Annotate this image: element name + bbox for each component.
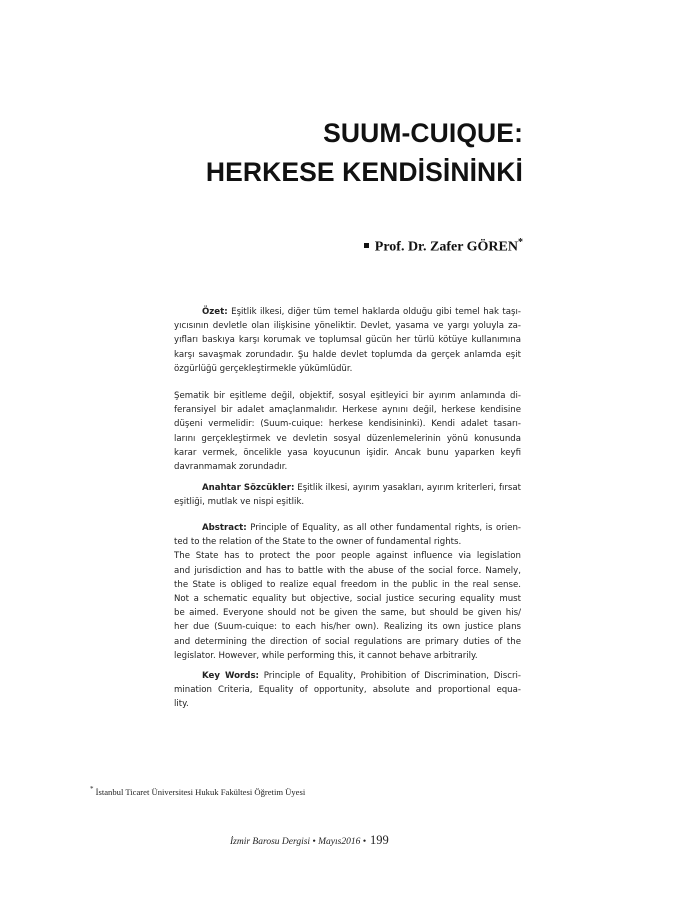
abstract-line: Abstract: Principle of Equality, as all other fundamental rights, is orien- — [202, 523, 521, 533]
ozet-line: karşı savaşmak zorundadır. Şu halde devlet toplumda da gerçek anlamda eşit — [174, 349, 521, 360]
footnote — [90, 785, 305, 797]
ozet-line: düşeni vermelidir: (Suum-cuique: herkese kendisininki). Kendi adalet tasarı- — [174, 419, 521, 430]
anahtar-line: eşitliği, mutlak ve nispi eşitlik. — [174, 497, 305, 508]
author-name: Prof. Dr. Zafer GÖREN — [374, 239, 518, 255]
ozet-line: Özet: Eşitlik ilkesi, diğer tüm temel haklarda olduğu gibi temel hak taşı- — [202, 307, 521, 317]
footnote-mark: * — [90, 785, 94, 793]
author-byline — [364, 237, 523, 256]
ozet-line: yıfları baskıya karşı korumak ve toplumsal gücün her türlü kötüye kullanımına — [174, 335, 521, 346]
keywords-paragraph — [174, 669, 521, 712]
anahtar-line: Anahtar Sözcükler: Eşitlik ilkesi, ayırım yasakları, ayırım kriterleri, fırsat — [202, 483, 521, 493]
ozet-line: karar vermek, öncelikle yasa koyucunun işidir. Ancak bunu yaparken keyfi — [174, 447, 521, 458]
anahtar-sozcukler-paragraph — [174, 481, 521, 509]
anahtar-label: Anahtar Sözcükler: — [202, 483, 295, 493]
abstract-line: legislator. However, while performing this, it cannot behave arbitrarily. — [174, 650, 478, 661]
abstract-line: the State is obliged to realize equal freedom in the public in the real sense. — [174, 579, 521, 590]
article-title-line-1: SUUM-CUIQUE: — [323, 118, 523, 148]
author-footnote-mark: * — [518, 237, 523, 248]
abstract-paragraph — [174, 521, 521, 663]
square-bullet-icon — [364, 243, 369, 248]
keywords-label: Key Words: — [202, 671, 259, 681]
ozet-line: özgürlüğü gerçekleştirmekle yükümlüdür. — [174, 363, 353, 374]
ozet-line: feransiyel bir adalet amaçlanmalıdır. Herkese aynını değil, herkese kendisine — [174, 405, 521, 416]
ozet-label: Özet: — [202, 307, 228, 317]
journal-name: İzmir Barosu Dergisi • Mayıs2016 • — [230, 837, 367, 847]
footnote-text: İstanbul Ticaret Üniversitesi Hukuk Fakültesi Öğretim Üyesi — [93, 786, 306, 797]
ozet-line: larını gerçekleştirmek ve devletin sosyal düzenlemelerinin yönü konusunda — [174, 433, 521, 444]
article-title-line-2: HERKESE KENDİSİNİNKİ — [205, 157, 523, 187]
abstract-line: Not a schematic equality but objective, social justice securing equality must — [174, 593, 521, 604]
abstract-line: and determining the direction of social regulations are primary duties of the — [174, 636, 521, 647]
abstract-line: ted to the relation of the State to the owner of fundamental rights. — [174, 537, 462, 548]
ozet-line: Şematik bir eşitleme değil, objektif, sosyal eşitleyici bir ayırım anlamında di- — [174, 391, 521, 401]
ozet-line: davranmamak zorundadır. — [174, 461, 288, 472]
abstract-line: and jurisdiction and has to battle with the abuse of the social force. Namely, — [174, 565, 521, 576]
ozet-line: yıcısının devletle olan ilişkisine yöneliktir. Devlet, yasama ve yargı yoluyla za- — [174, 321, 521, 332]
keywords-line: Key Words: Principle of Equality, Prohibition of Discrimination, Discri- — [202, 671, 521, 681]
ozet-paragraph-1 — [174, 305, 521, 376]
abstract-line: be aimed. Everyone should not be given the same, but should be given his/ — [174, 608, 521, 619]
ozet-paragraph-2 — [174, 389, 521, 474]
abstract-label: Abstract: — [202, 523, 247, 533]
abstract-line: her due (Suum-cuique: to each his/her own). Realizing its own justice plans — [174, 622, 521, 633]
page-footer — [230, 833, 389, 848]
abstract-line: The State has to protect the poor people against influence via legislation — [174, 551, 521, 562]
page-number: 199 — [370, 833, 389, 847]
keywords-line: lity. — [174, 699, 189, 710]
keywords-line: mination Criteria, Equality of opportunity, absolute and proportional equa- — [174, 685, 521, 696]
